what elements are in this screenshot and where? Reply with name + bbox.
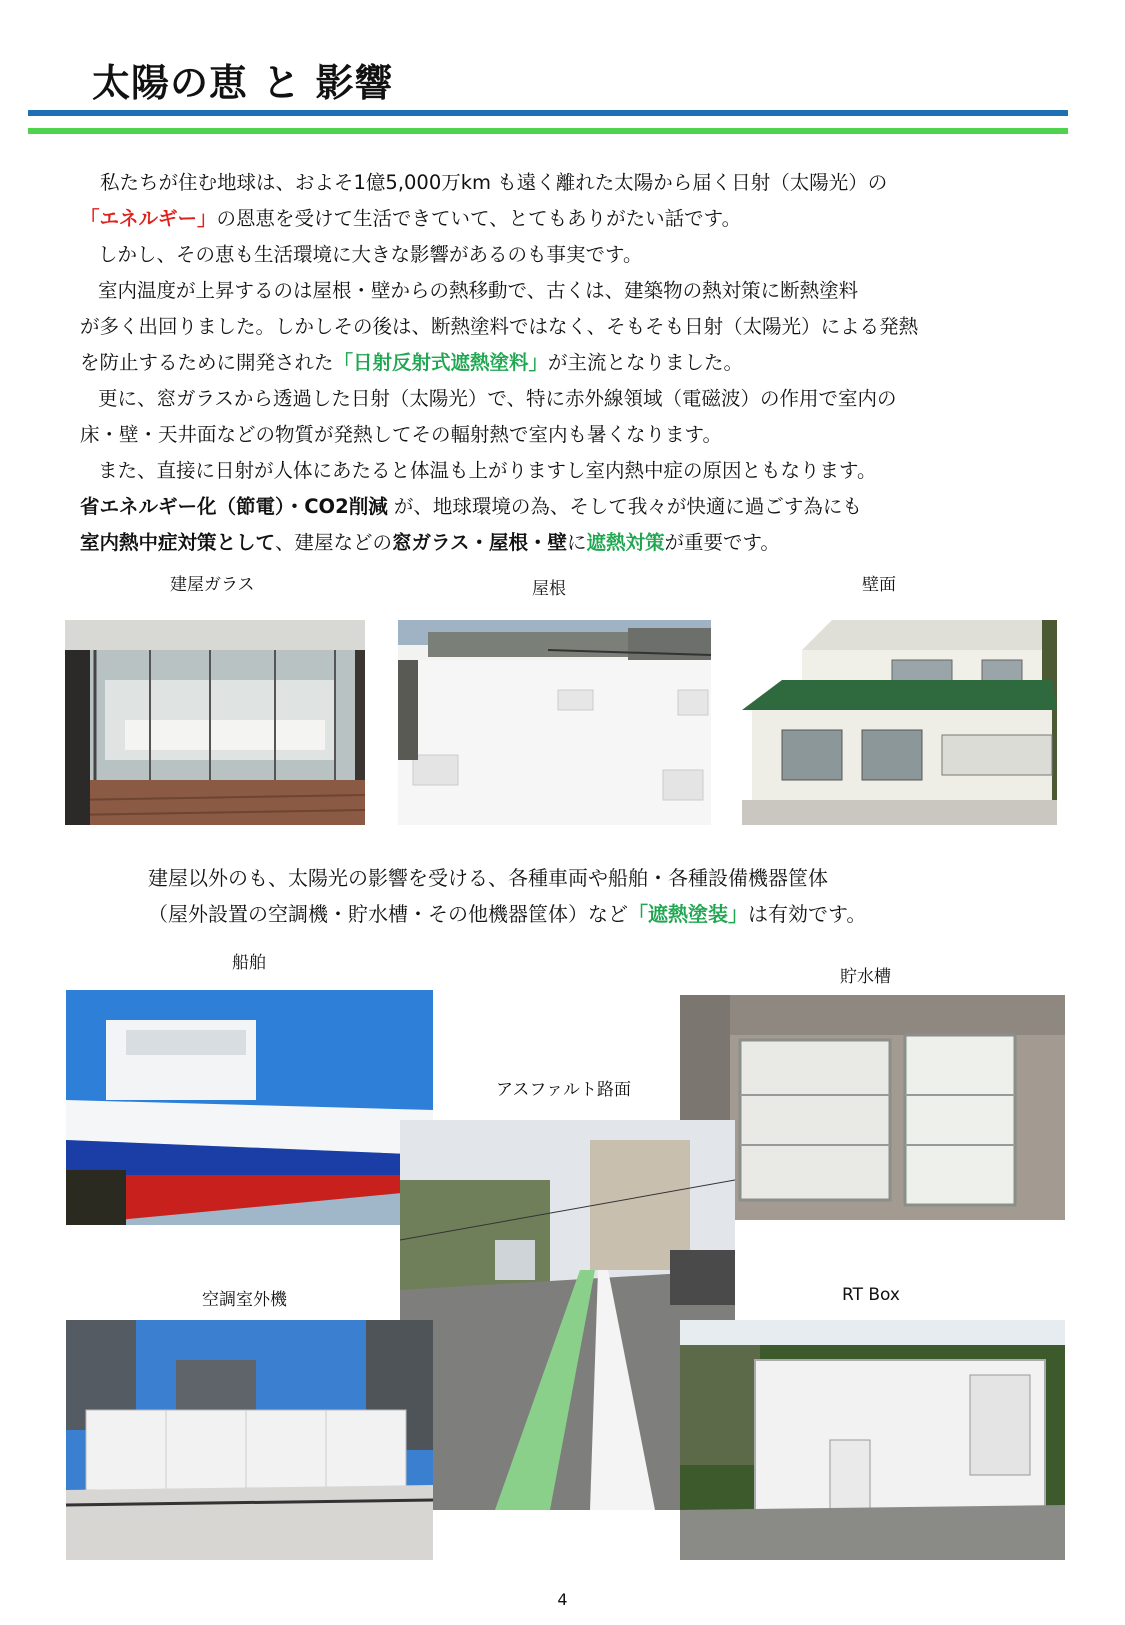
paragraph-line — [80, 525, 1060, 561]
text-span: が、地球環境の為、そして我々が快適に過ごす為にも — [393, 495, 862, 518]
text-span: 建屋以外のも、太陽光の影響を受ける、各種車両や船舶・各種設備機器筐体 — [148, 866, 828, 890]
photo-water-tank — [680, 995, 1065, 1220]
page-number: 4 — [557, 1590, 568, 1609]
paragraph-line — [80, 489, 1060, 525]
paragraph-line — [148, 860, 866, 896]
paragraph-line — [80, 381, 1060, 417]
paragraph-line — [80, 201, 1060, 237]
photo-wall — [742, 620, 1057, 825]
caption-rtbox: RT Box — [842, 1285, 900, 1305]
bold-text: 窓ガラス・屋根・壁 — [392, 531, 567, 554]
paragraph-line — [80, 237, 1060, 273]
paragraph-line — [80, 453, 1060, 489]
photo-ship — [66, 990, 433, 1225]
caption-tank: 貯水槽 — [840, 967, 891, 987]
title-rule-blue — [28, 110, 1068, 116]
caption-glass: 建屋ガラス — [170, 575, 255, 595]
bold-text: 省エネルギー化（節電）・CO2削減 — [80, 495, 388, 518]
photo-aircon-unit — [66, 1320, 433, 1560]
text-span: 室内温度が上昇するのは屋根・壁からの熱移動で、古くは、建築物の熱対策に断熱塗料 — [98, 279, 859, 302]
paragraph-line — [80, 309, 1060, 345]
heat-shield-highlight: 遮熱対策 — [586, 531, 665, 554]
text-span: の恩恵を受けて生活できていて、とてもありがたい話です。 — [216, 207, 742, 230]
text-span: （屋外設置の空調機・貯水槽・その他機器筐体）など — [148, 902, 628, 926]
text-span: が主流となりました。 — [548, 351, 744, 374]
intro-text — [80, 165, 1060, 561]
paragraph-line — [80, 417, 1060, 453]
paragraph-line — [80, 345, 1060, 381]
text-span: 私たちが住む地球は、およそ1億5,000万km も遠く離れた太陽から届く日射（太陽光）の — [100, 171, 888, 194]
text-span: に — [566, 531, 587, 554]
photo-building-glass — [65, 620, 365, 825]
title-rule-green — [28, 128, 1068, 134]
text-span: を防止するために開発された — [80, 351, 334, 374]
text-span: 更に、窓ガラスから透過した日射（太陽光）で、特に赤外線領域（電磁波）の作用で室内の — [98, 387, 897, 410]
text-span: は有効です。 — [748, 902, 867, 926]
caption-wall: 壁面 — [862, 575, 896, 595]
paragraph-line — [148, 896, 866, 932]
text-span: が重要です。 — [664, 531, 780, 554]
paragraph-line — [80, 273, 1060, 309]
text-span: 、建屋などの — [275, 531, 393, 554]
page-title: 太陽の恵 と 影響 — [92, 61, 394, 105]
caption-ship: 船舶 — [232, 953, 266, 973]
text-span: 床・壁・天井面などの物質が発熱してその輻射熱で室内も暑くなります。 — [80, 423, 722, 446]
reflective-paint-highlight: 「日射反射式遮熱塗料」 — [333, 351, 549, 374]
text-span: が多く出回りました。しかしその後は、断熱塗料ではなく、そもそも日射（太陽光）による発熱 — [80, 315, 919, 338]
caption-roof: 屋根 — [532, 579, 566, 599]
caption-aircon: 空調室外機 — [202, 1290, 287, 1310]
text-span: しかし、その恵も生活環境に大きな影響があるのも事実です。 — [98, 243, 643, 266]
photo-roof — [398, 620, 711, 825]
photo-rt-box — [680, 1320, 1065, 1560]
other-uses-text — [148, 860, 866, 932]
text-span: また、直接に日射が人体にあたると体温も上がりますし室内熱中症の原因ともなります。 — [98, 459, 877, 482]
bold-text: 室内熱中症対策として — [80, 531, 276, 554]
paragraph-line — [80, 165, 1060, 201]
energy-highlight: 「エネルギー」 — [80, 207, 217, 230]
heat-coating-highlight: 「遮熱塗装」 — [628, 902, 748, 926]
caption-asphalt: アスファルト路面 — [496, 1080, 631, 1100]
